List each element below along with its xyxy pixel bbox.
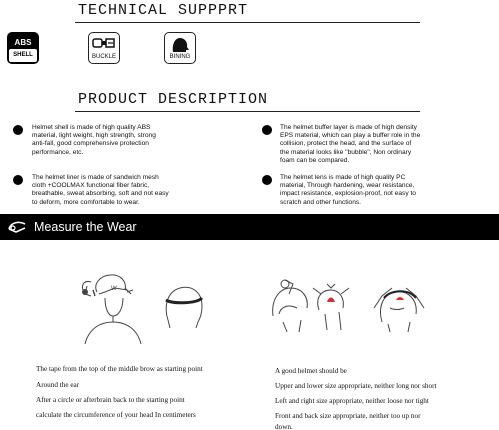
measure-step-1: The tape from the top of the middle brow as starting point bbox=[36, 365, 203, 373]
head-lining-icon bbox=[164, 34, 196, 54]
bullet-dot bbox=[13, 125, 23, 135]
head-band-illustration bbox=[156, 280, 216, 330]
bullet-dot bbox=[13, 175, 23, 185]
measure-banner bbox=[0, 214, 499, 240]
product-title: PRODUCT DESCRIPTION bbox=[78, 91, 269, 108]
measure-step-4: calculate the circumference of your head In centimeters bbox=[36, 411, 196, 419]
helmet-fitting-illustration bbox=[267, 276, 362, 336]
fit-heading: A good helmet should be bbox=[275, 367, 347, 375]
measure-step-2: Around the ear bbox=[36, 381, 80, 389]
bullet-dot bbox=[262, 175, 272, 185]
product-item-lens: The helmet lens is made of high quality PC material, Through hardening, wear resistance, impact resistance, explosion-proof, not easy to scratch and other functions. bbox=[280, 174, 416, 206]
bining-badge bbox=[164, 32, 196, 64]
fit-line-4: down. bbox=[275, 423, 293, 430]
technical-underline bbox=[75, 22, 420, 23]
fit-line-3: Front and back size appropriate, neither too up nor bbox=[275, 412, 421, 420]
buckle-badge bbox=[88, 32, 120, 64]
fit-line-2: Left and right size appropriate, neither loose nor tight bbox=[275, 397, 429, 405]
shell-label: SHELL bbox=[13, 52, 33, 58]
abs-shell-badge bbox=[7, 32, 39, 64]
helmet-adjust-illustration bbox=[368, 278, 438, 333]
buckle-label: BUCKLE bbox=[91, 54, 116, 60]
measure-step-3: After a circle or afterbrain back to the starting point bbox=[36, 396, 185, 404]
technical-title: TECHNICAL SUPPPRT bbox=[78, 2, 249, 19]
bullet-dot bbox=[262, 125, 272, 135]
product-item-liner: The helmet liner is made of sandwich mesh cloth +COOLMAX functional fiber fabric, breathable, sweat absorbing, soft and not easy to deform, more comfortable to wear. bbox=[32, 174, 169, 206]
svg-text:W: W bbox=[111, 286, 117, 292]
product-item-buffer: The helmet buffer layer is made of high density EPS material, which can play a buffer role in the collision, protect the head, and the surface of the material looks like "bubble", Non ordinary foam can be compared. bbox=[280, 124, 421, 164]
tape-measure-icon bbox=[7, 219, 29, 235]
buckle-icon bbox=[88, 36, 120, 52]
product-underline bbox=[75, 111, 420, 112]
bining-label: BINING bbox=[169, 54, 191, 60]
product-item-shell: Helmet shell is made of high quality ABS material, light weight, high strength, strong anti-fall, good comprehensive protection performance, etc. bbox=[32, 124, 156, 156]
fit-line-1: Upper and lower size appropriate, neither long nor short bbox=[275, 382, 437, 390]
abs-label: ABS bbox=[14, 38, 32, 47]
measure-title: Measure the Wear bbox=[34, 220, 137, 234]
